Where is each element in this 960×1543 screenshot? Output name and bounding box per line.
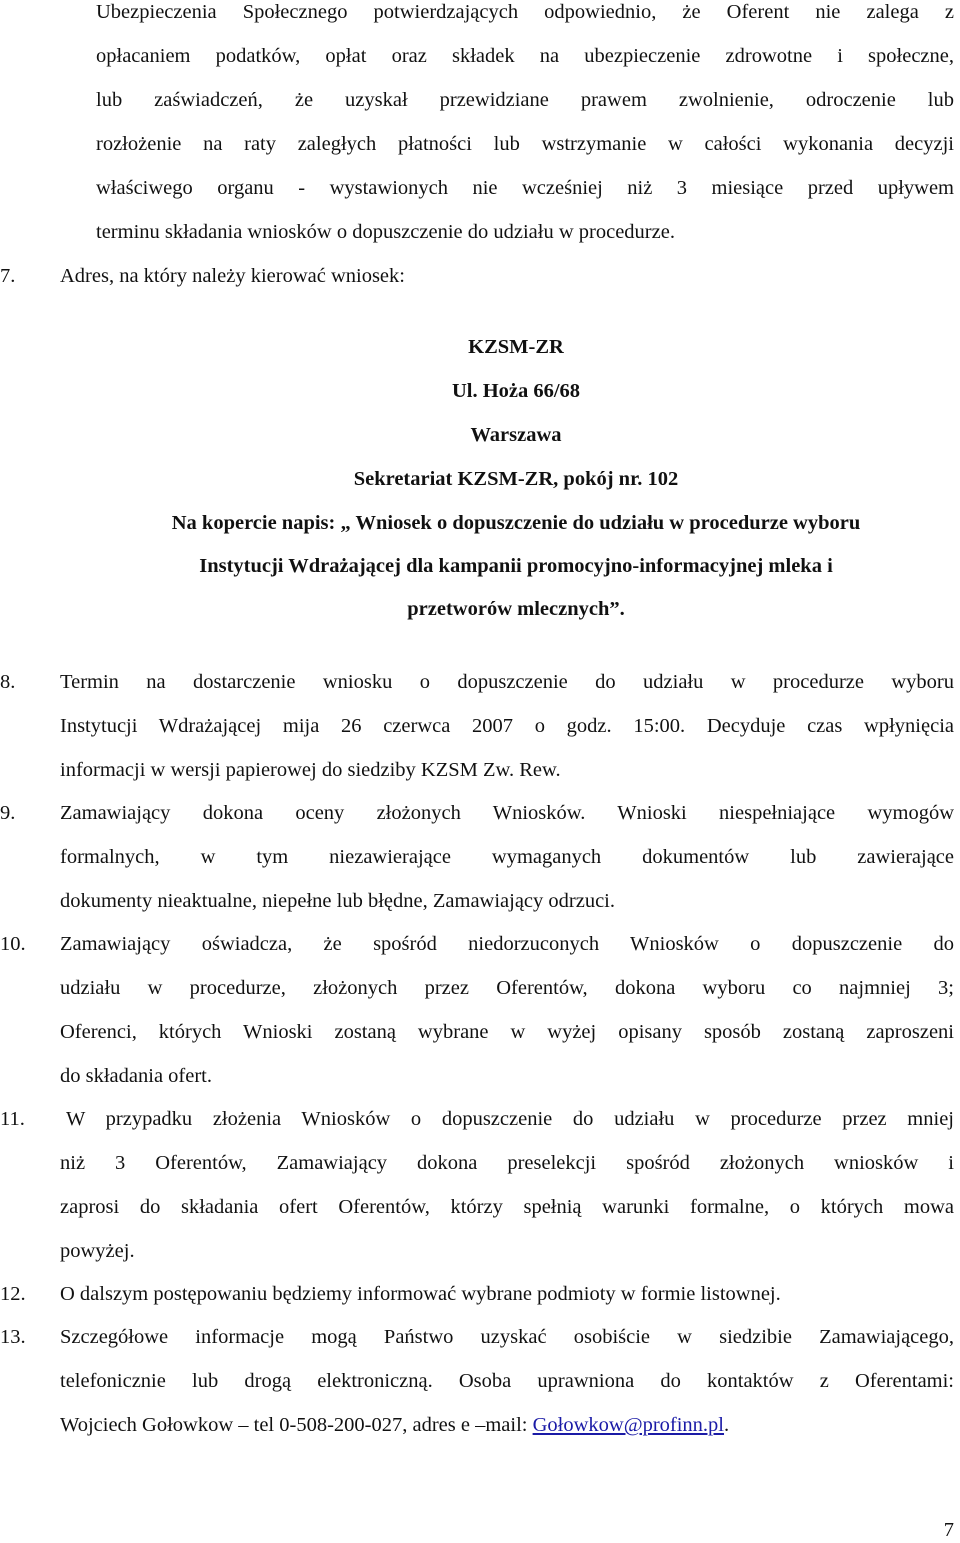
item8-line: Instytucji Wdrażającej mija 26 czerwca 2007 o godz. 15:00. Decyduje czas wpłynięcia	[60, 715, 954, 737]
item13-line: Szczegółowe informacje mogą Państwo uzyskać osobiście w siedzibie Zamawiającego,	[60, 1326, 954, 1348]
email-trailing-period: .	[724, 1414, 730, 1436]
intro-line: lub zaświadczeń, że uzyskał przewidziane prawem zwolnienie, odroczenie lub	[96, 89, 954, 111]
address-org: KZSM-ZR	[468, 336, 564, 358]
envelope-label-line: Instytucji Wdrażającej dla kampanii promocyjno-informacyjnej mleka i	[199, 555, 833, 577]
intro-line: właściwego organu - wystawionych nie wcześniej niż 3 miesiące przed upływem	[96, 177, 954, 199]
item9-line: formalnych, w tym niezawierające wymaganych dokumentów lub zawierające	[60, 846, 954, 868]
item7-text: Adres, na który należy kierować wniosek:	[60, 265, 405, 287]
address-city: Warszawa	[470, 424, 562, 446]
item11-line: niż 3 Oferentów, Zamawiający dokona preselekcji spośród złożonych wniosków i	[60, 1152, 954, 1174]
email-link[interactable]: Gołowkow@profinn.pl	[532, 1414, 725, 1436]
item10-line: Oferenci, których Wnioski zostaną wybrane w wyżej opisany sposób zostaną zaproszeni	[60, 1021, 954, 1043]
intro-line: Ubezpieczenia Społecznego potwierdzających odpowiednio, że Oferent nie zalega z	[96, 1, 954, 23]
item11-line: powyżej.	[60, 1240, 135, 1262]
item9-line: Zamawiający dokona oceny złożonych Wniosków. Wnioski niespełniające wymogów	[60, 802, 954, 824]
intro-line: opłacaniem podatków, opłat oraz składek na ubezpieczenie zdrowotne i społeczne,	[96, 45, 954, 67]
item8-line: informacji w wersji papierowej do siedziby KZSM Zw. Rew.	[60, 759, 561, 781]
item-number: 13.	[0, 1326, 26, 1348]
intro-line: terminu składania wniosków o dopuszczenie do udziału w procedurze.	[96, 221, 675, 243]
item-number: 9.	[0, 802, 16, 824]
item10-line: Zamawiający oświadcza, że spośród niedorzuconych Wniosków o dopuszczenie do	[60, 933, 954, 955]
address-office: Sekretariat KZSM-ZR, pokój nr. 102	[353, 468, 679, 490]
item10-line: do składania ofert.	[60, 1065, 212, 1087]
item-number: 11.	[0, 1108, 25, 1130]
item9-line: dokumenty nieaktualne, niepełne lub błędne, Zamawiający odrzuci.	[60, 890, 616, 912]
item10-line: udziału w procedurze, złożonych przez Oferentów, dokona wyboru co najmniej 3;	[60, 977, 954, 999]
item11-line: W przypadku złożenia Wniosków o dopuszczenie do udziału w procedurze przez mniej	[66, 1108, 954, 1130]
item13-contact-line	[60, 1410, 729, 1440]
item8-line: Termin na dostarczenie wniosku o dopuszczenie do udziału w procedurze wyboru	[60, 671, 954, 693]
item12-line: O dalszym postępowaniu będziemy informować wybrane podmioty w formie listownej.	[60, 1283, 781, 1305]
item13-line: telefonicznie lub drogą elektroniczną. Osoba uprawniona do kontaktów z Oferentami:	[60, 1370, 954, 1392]
item-number: 12.	[0, 1283, 26, 1305]
item13-contact-text: Wojciech Gołowkow – tel 0-508-200-027, adres e –mail:	[60, 1414, 533, 1436]
item11-line: zaprosi do składania ofert Oferentów, którzy spełnią warunki formalne, o których mowa	[60, 1196, 954, 1218]
intro-line: rozłożenie na raty zaległych płatności lub wstrzymanie w całości wykonania decyzji	[96, 133, 954, 155]
item-number: 10.	[0, 933, 26, 955]
envelope-label-line: przetworów mlecznych”.	[407, 598, 625, 620]
page-number: 7	[943, 1519, 954, 1541]
item-number: 8.	[0, 671, 16, 693]
item-number: 7.	[0, 265, 16, 287]
address-street: Ul. Hoża 66/68	[451, 380, 581, 402]
envelope-label-line: Na kopercie napis: „ Wniosek o dopuszczenie do udziału w procedurze wyboru	[171, 512, 861, 534]
